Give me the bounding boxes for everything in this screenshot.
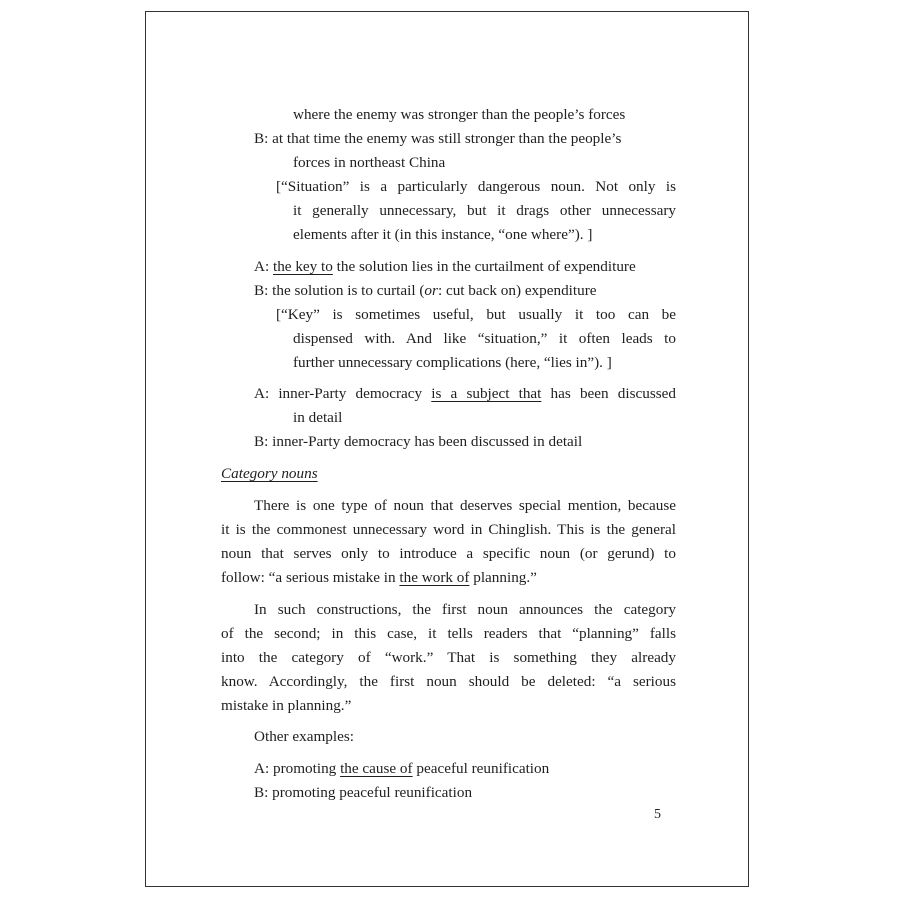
text-line bbox=[254, 434, 582, 449]
text-run: A: promoting bbox=[254, 760, 341, 777]
text-run: There is one type of noun that deserves special mention, because bbox=[254, 497, 676, 514]
text-line bbox=[221, 650, 676, 665]
text-run: has been discussed bbox=[541, 385, 676, 402]
text-line bbox=[221, 626, 676, 641]
text-run: the solution lies in the curtailment of expenditure bbox=[332, 258, 636, 275]
underlined-phrase: is a subject that bbox=[431, 385, 542, 402]
text-line bbox=[293, 203, 676, 218]
text-run: B: at that time the enemy was still stronger than the people’s bbox=[254, 130, 622, 147]
text-run: it is the commonest unnecessary word in Chinglish. This is the general bbox=[221, 521, 676, 538]
text-line bbox=[254, 761, 549, 776]
text-line bbox=[276, 179, 676, 194]
text-run: forces in northeast China bbox=[293, 154, 446, 171]
text-run: where the enemy was stronger than the people’s forces bbox=[293, 106, 626, 123]
underlined-phrase: Category nouns bbox=[221, 465, 318, 482]
text-run: B: the solution is to curtail ( bbox=[254, 282, 425, 299]
text-line bbox=[254, 283, 597, 298]
text-run: elements after it (in this instance, “one where”). ] bbox=[293, 226, 593, 243]
underlined-phrase: the work of bbox=[399, 569, 470, 586]
page-number: 5 bbox=[654, 807, 661, 822]
text-run: noun that serves only to introduce a specific noun (or gerund) to bbox=[221, 545, 676, 562]
italic-word: or bbox=[424, 282, 438, 299]
text-line bbox=[293, 331, 676, 346]
text-line bbox=[276, 307, 676, 322]
text-run: planning.” bbox=[469, 569, 537, 586]
text-line bbox=[254, 785, 472, 800]
text-line bbox=[293, 227, 592, 242]
text-run: B: promoting peaceful reunification bbox=[254, 784, 473, 801]
text-run: A: bbox=[254, 258, 273, 275]
section-heading bbox=[221, 466, 318, 481]
text-line bbox=[254, 259, 636, 274]
text-run: [“Situation” is a particularly dangerous noun. Not only is bbox=[276, 178, 676, 195]
text-run: In such constructions, the first noun announces the category bbox=[254, 601, 676, 618]
text-line bbox=[221, 546, 676, 561]
text-run: into the category of “work.” That is something they already bbox=[221, 649, 676, 666]
text-run: dispensed with. And like “situation,” it often leads to bbox=[293, 330, 676, 347]
text-run: peaceful reunification bbox=[412, 760, 550, 777]
text-run: follow: “a serious mistake in bbox=[221, 569, 400, 586]
text-line bbox=[254, 498, 676, 513]
text-run: in detail bbox=[293, 409, 343, 426]
text-line bbox=[221, 522, 676, 537]
underlined-phrase: the key to bbox=[272, 258, 333, 275]
text-line bbox=[221, 698, 351, 713]
text-line bbox=[293, 355, 612, 370]
text-run: further unnecessary complications (here, “lies in”). ] bbox=[293, 354, 612, 371]
text-run: know. Accordingly, the first noun should be deleted: “a serious bbox=[221, 673, 676, 690]
text-run: Other examples: bbox=[254, 728, 354, 745]
text-run: B: inner-Party democracy has been discussed in detail bbox=[254, 433, 583, 450]
text-run: [“Key” is sometimes useful, but usually it too can be bbox=[276, 306, 676, 323]
book-page bbox=[145, 11, 749, 887]
text-line bbox=[254, 729, 354, 744]
text-line bbox=[221, 674, 676, 689]
text-run: it generally unnecessary, but it drags other unnecessary bbox=[293, 202, 676, 219]
text-line bbox=[293, 107, 625, 122]
text-run: mistake in planning.” bbox=[221, 697, 352, 714]
text-line bbox=[254, 131, 621, 146]
text-line bbox=[293, 155, 445, 170]
text-run: of the second; in this case, it tells readers that “planning” falls bbox=[221, 625, 676, 642]
text-line bbox=[254, 386, 676, 401]
text-run: : cut back on) expenditure bbox=[437, 282, 597, 299]
text-line bbox=[293, 410, 342, 425]
underlined-phrase: the cause of bbox=[340, 760, 413, 777]
text-run: A: inner-Party democracy bbox=[254, 385, 432, 402]
text-line bbox=[254, 602, 676, 617]
text-line bbox=[221, 570, 537, 585]
